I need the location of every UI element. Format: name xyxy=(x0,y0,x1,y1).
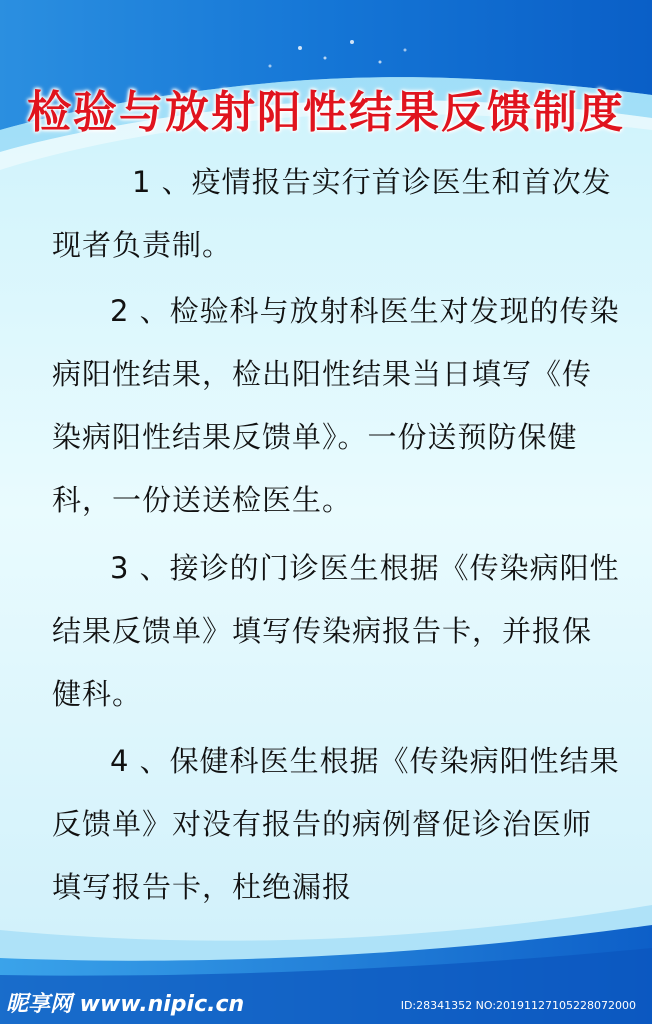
body-line: 现者负责制。 xyxy=(52,228,233,262)
body-line: 4 、保健科医生根据《传染病阳性结果 xyxy=(110,744,620,778)
watermark-bar xyxy=(0,986,652,1024)
body-line: 健科。 xyxy=(52,677,143,711)
watermark-id: ID:28341352 NO:20191127105228072000 xyxy=(400,999,636,1012)
body-line: 科，一份送送检医生。 xyxy=(52,483,353,517)
body-line: 填写报告卡，杜绝漏报 xyxy=(52,870,353,904)
page-title: 检验与放射阳性结果反馈制度 xyxy=(27,87,625,138)
body-line: 结果反馈单》填写传染病报告卡，并报保 xyxy=(52,614,593,648)
body-line: 病阳性结果，检出阳性结果当日填写《传 xyxy=(52,357,593,391)
watermark-logo: 昵享网 www.nipic.cn xyxy=(6,992,245,1017)
body-line: 1 、疫情报告实行首诊医生和首次发 xyxy=(132,165,612,199)
body-line: 2 、检验科与放射科医生对发现的传染 xyxy=(110,294,620,328)
body-line: 反馈单》对没有报告的病例督促诊治医师 xyxy=(52,807,593,841)
body-line: 染病阳性结果反馈单》。一份送预防保健 xyxy=(52,420,578,454)
body-line: 3 、接诊的门诊医生根据《传染病阳性 xyxy=(110,551,620,585)
